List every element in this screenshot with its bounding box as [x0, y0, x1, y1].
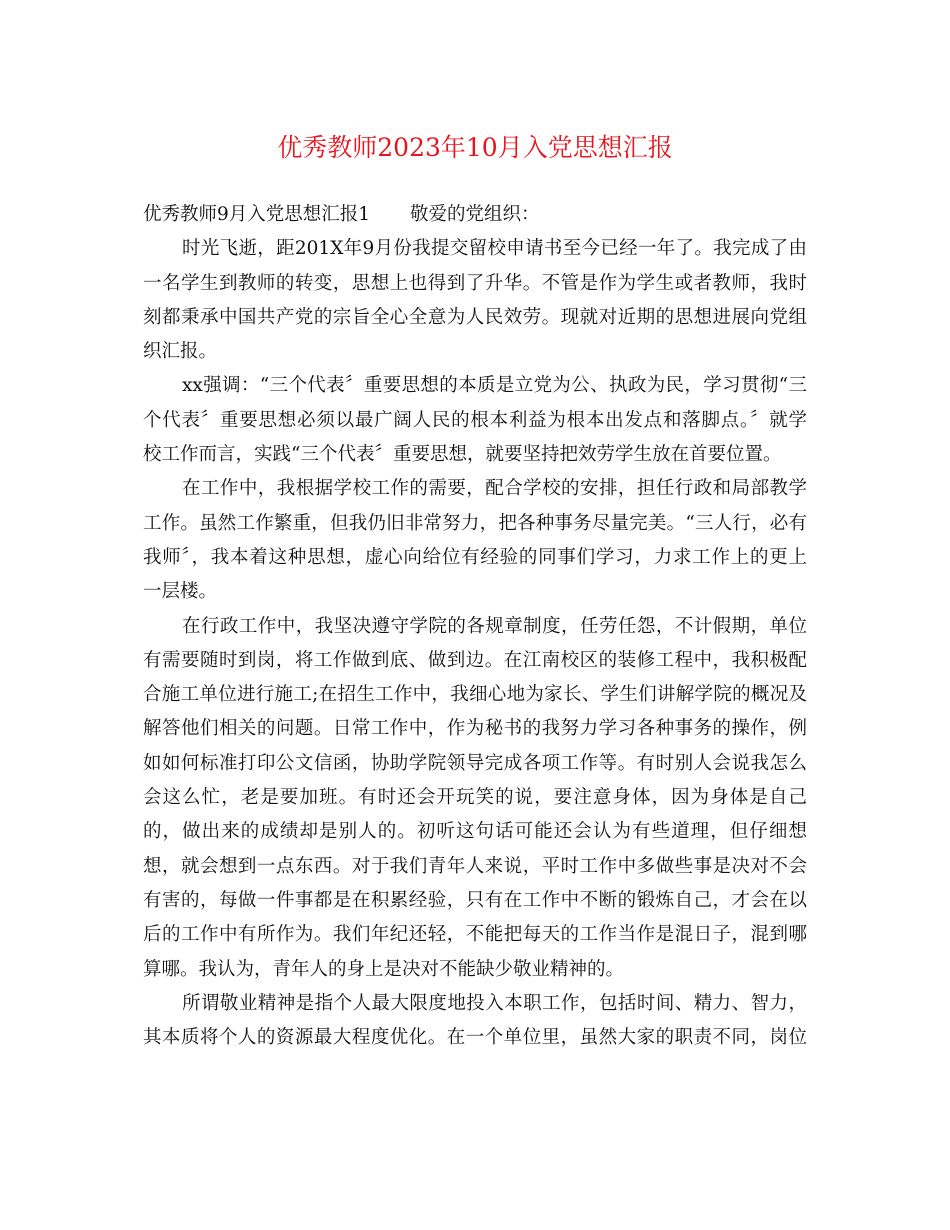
paragraph-line: 在工作中，我根据学校工作的需要，配合学校的安排，担任行政和局部教学 [182, 478, 807, 500]
document-body [143, 198, 807, 1055]
paragraph-line: 如如何标准打印公文信函，协助学院领导完成各项工作等。有时别人会说我怎么 [143, 752, 807, 774]
paragraph-line: 所谓敬业精神是指个人最大限度地投入本职工作，包括时间、精力、智力， [182, 992, 807, 1014]
paragraph-line: 其本质将个人的资源最大程度优化。在一个单位里，虽然大家的职责不同，岗位 [143, 1027, 807, 1049]
paragraph-line: 一名学生到教师的转变，思想上也得到了升华。不管是作为学生或者教师，我时 [143, 272, 807, 294]
paragraph-line: 会这么忙，老是要加班。有时还会开玩笑的说，要注意身体，因为身体是自己 [143, 787, 807, 809]
salutation: 敬爱的党组织： [410, 204, 540, 225]
opening-line [143, 198, 807, 232]
paragraph-line: 有需要随时到岗，将工作做到底、做到边。在江南校区的装修工程中，我积极配 [143, 649, 807, 671]
paragraph-line: 的，做出来的成绩却是别人的。初听这句话可能还会认为有些道理，但仔细想 [143, 821, 807, 843]
paragraph-line: 算哪。我认为，青年人的身上是决对不能缺少敬业精神的。 [143, 958, 625, 980]
paragraph-line: 一层楼。 [143, 581, 218, 603]
paragraph-line: 织汇报。 [143, 341, 218, 363]
paragraph-line: 工作。虽然工作繁重，但我仍旧非常努力，把各种事务尽量完美。“三人行，必有 [143, 512, 807, 534]
paragraph-line: 解答他们相关的问题。日常工作中，作为秘书的我努力学习各种事务的操作，例 [143, 718, 807, 740]
paragraph-line: 刻都秉承中国共产党的宗旨全心全意为人民效劳。现就对近期的思想进展向党组 [143, 306, 807, 328]
paragraph-line: 在行政工作中，我坚决遵守学院的各规章制度，任劳任怨，不计假期，单位 [182, 615, 807, 637]
paragraph-line: 合施工单位进行施工;在招生工作中，我细心地为家长、学生们讲解学院的概况及 [143, 684, 807, 706]
paragraph-line: 时光飞逝，距201X年9月份我提交留校申请书至今已经一年了。我完成了由 [182, 238, 807, 260]
paragraph-line: 个代表〞重要思想必须以最广阔人民的根本利益为根本出发点和落脚点。〞就学 [143, 409, 807, 431]
paragraph-line: 有害的，每做一件事都是在积累经验，只有在工作中不断的锻炼自己，才会在以 [143, 889, 807, 911]
paragraph-line: 后的工作中有所作为。我们年纪还轻，不能把每天的工作当作是混日子，混到哪 [143, 924, 807, 946]
paragraph-line: 我师〞，我本着这种思想，虚心向给位有经验的同事们学习，力求工作上的更上 [143, 546, 807, 568]
paragraph-line: 想，就会想到一点东西。对于我们青年人来说，平时工作中多做些事是决对不会 [143, 855, 807, 877]
paragraph-line: 校工作而言，实践“三个代表〞重要思想，就要坚持把效劳学生放在首要位置。 [143, 444, 782, 466]
paragraph-line: xx强调：“三个代表〞重要思想的本质是立党为公、执政为民，学习贯彻“三 [182, 375, 807, 397]
opening-heading: 优秀教师9月入党思想汇报1 [143, 204, 371, 225]
document-title: 优秀教师2023年10月入党思想汇报 [277, 133, 673, 162]
